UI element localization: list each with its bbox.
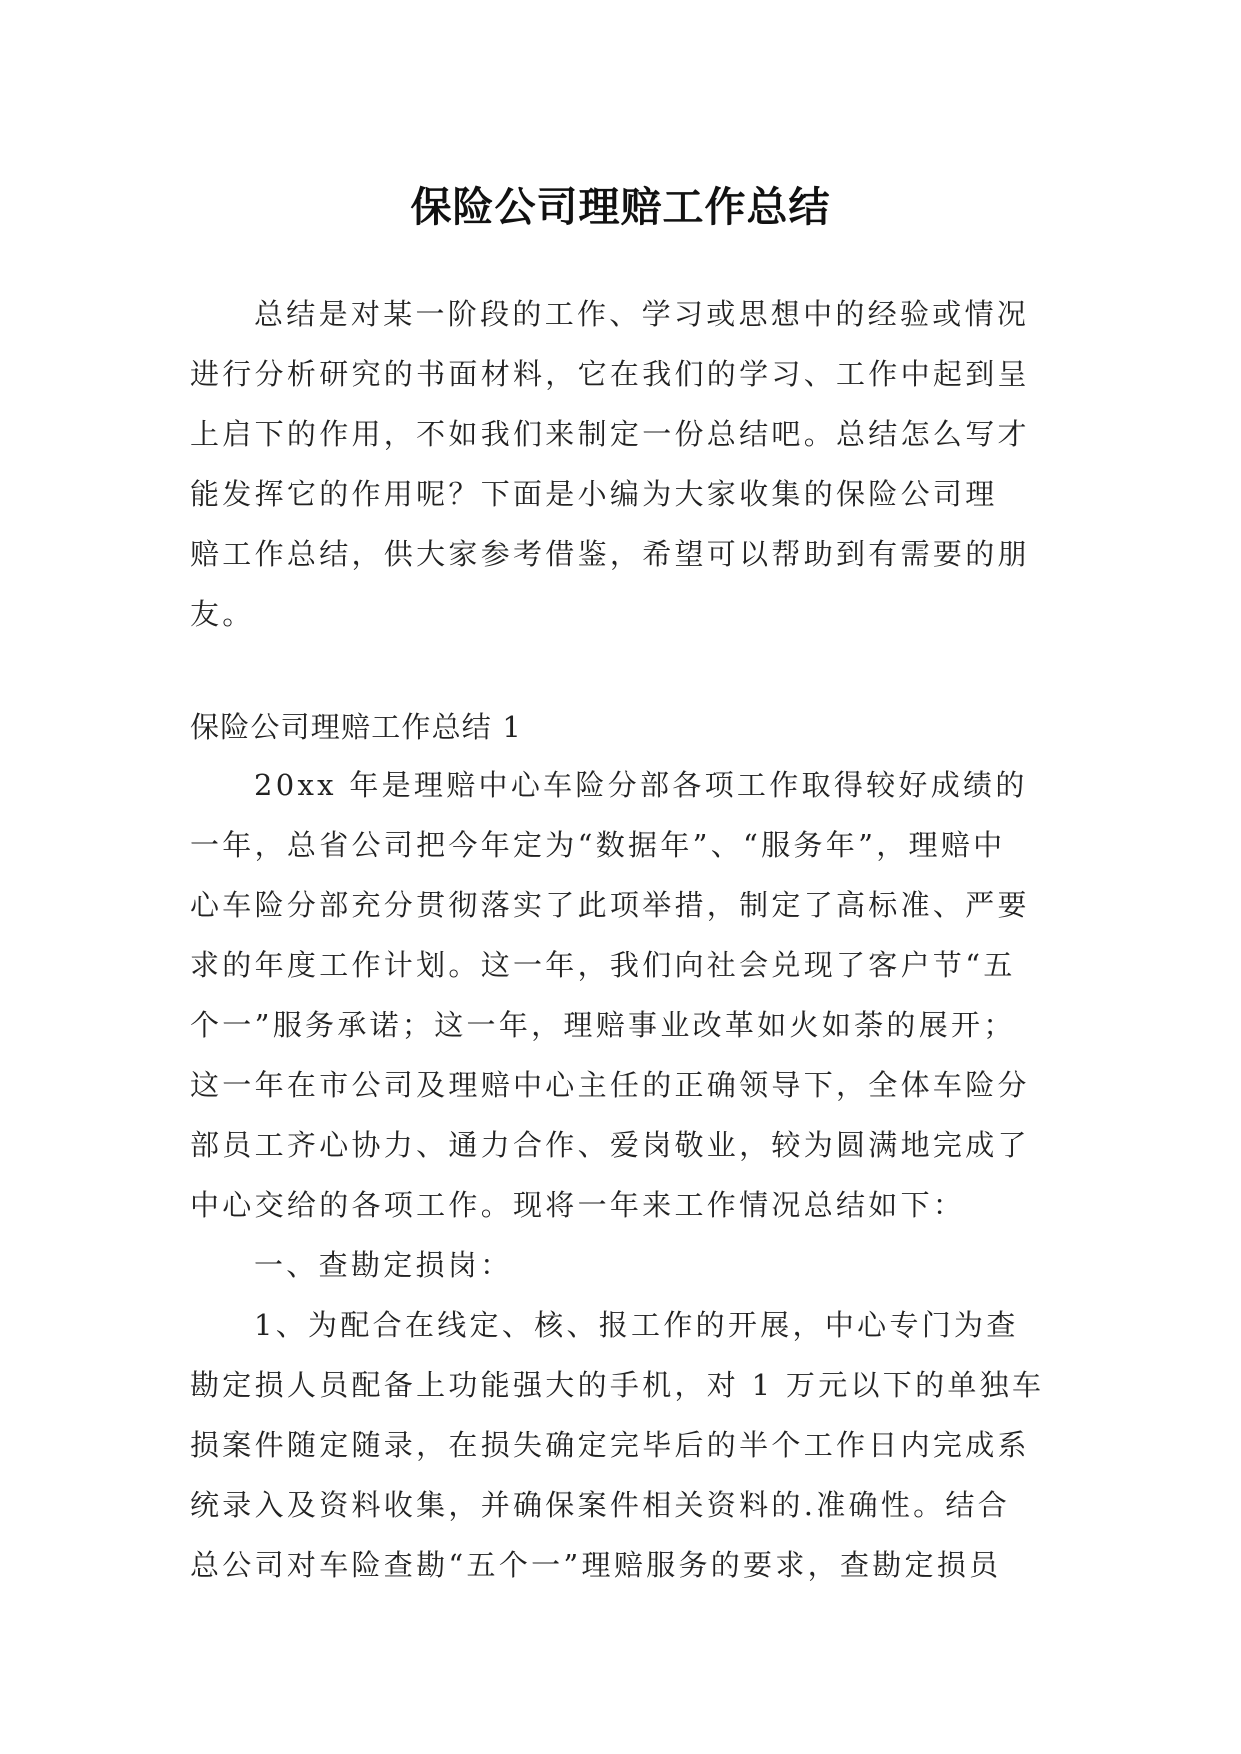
body-paragraphs: [190, 755, 1052, 1595]
intro-line: 进行分析研究的书面材料，它在我们的学习、工作中起到呈: [190, 357, 1030, 391]
intro-line: 总结是对某一阶段的工作、学习或思想中的经验或情况: [254, 297, 1030, 331]
intro-paragraph: [190, 284, 1052, 644]
section-title: [190, 697, 1052, 757]
document-title: 保险公司理赔工作总结: [410, 183, 831, 232]
intro-line: 赔工作总结，供大家参考借鉴，希望可以帮助到有需要的朋: [190, 537, 1030, 571]
body-line: 这一年在市公司及理赔中心主任的正确领导下，全体车险分: [190, 1068, 1030, 1102]
body-line: 统录入及资料收集，并确保案件相关资料的.准确性。结合: [190, 1488, 1011, 1522]
body-line: 总公司对车险查勘“五个一”理赔服务的要求，查勘定损员: [190, 1548, 1002, 1582]
body-line: 1、为配合在线定、核、报工作的开展，中心专门为查: [254, 1308, 1019, 1342]
body-line: 勘定损人员配备上功能强大的手机，对 1 万元以下的单独车: [190, 1368, 1045, 1402]
body-line: 损案件随定随录，在损失确定完毕后的半个工作日内完成系: [190, 1428, 1030, 1462]
body-line: 个一”服务承诺；这一年，理赔事业改革如火如荼的展开；: [190, 1008, 1016, 1042]
subheading-line: 一、查勘定损岗：: [254, 1248, 513, 1282]
body-line: 求的年度工作计划。这一年，我们向社会兑现了客户节“五: [190, 948, 1016, 982]
intro-line: 上启下的作用，不如我们来制定一份总结吧。总结怎么写才: [190, 417, 1030, 451]
body-line: 部员工齐心协力、通力合作、爱岗敬业，较为圆满地完成了: [190, 1128, 1030, 1162]
body-line: 心车险分部充分贯彻落实了此项举措，制定了高标准、严要: [190, 888, 1030, 922]
body-line: 20xx 年是理赔中心车险分部各项工作取得较好成绩的: [254, 768, 1028, 802]
intro-line: 友。: [190, 597, 255, 631]
body-line: 一年，总省公司把今年定为“数据年”、“服务年”，理赔中: [190, 828, 1006, 862]
intro-line: 能发挥它的作用呢？下面是小编为大家收集的保险公司理: [190, 477, 998, 511]
body-line: 中心交给的各项工作。现将一年来工作情况总结如下：: [190, 1188, 966, 1222]
section-title-text: 保险公司理赔工作总结 1: [190, 710, 523, 744]
